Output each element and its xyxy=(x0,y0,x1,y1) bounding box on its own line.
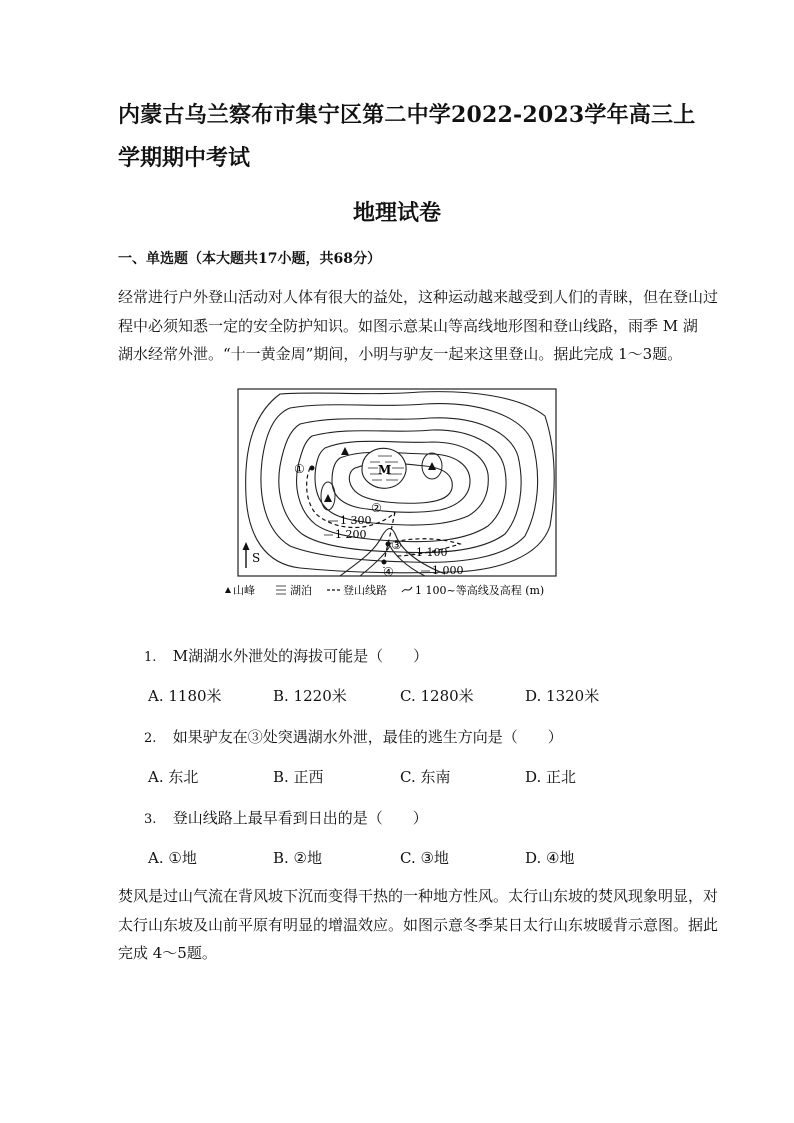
option-c[interactable]: C. 东南 xyxy=(400,768,451,786)
lake-label: M xyxy=(378,463,392,477)
point-label-1: ① xyxy=(294,462,305,476)
legend-lake: 湖泊 xyxy=(290,584,312,597)
north-arrow-label: S xyxy=(252,551,261,565)
legend-peak: 山峰 xyxy=(233,584,255,597)
option-c[interactable]: C. ③地 xyxy=(400,849,449,867)
option-d[interactable]: D. 1320米 xyxy=(525,687,600,705)
question-number: 1. xyxy=(144,650,157,665)
contour-label-1100: 1 100 xyxy=(416,546,448,559)
option-c[interactable]: C. 1280米 xyxy=(400,687,474,705)
legend-contour: 1 100~等高线及高程 (m) xyxy=(415,584,545,597)
passage-1 xyxy=(118,283,719,369)
exam-title-line-2: 学期期中考试 xyxy=(118,145,251,171)
exam-subtitle: 地理试卷 xyxy=(352,200,441,226)
question-text: 如果驴友在③处突遇湖水外泄，最佳的逃生方向是（ ） xyxy=(172,728,563,746)
option-a[interactable]: A. ①地 xyxy=(148,849,197,867)
option-a[interactable]: A. 1180米 xyxy=(148,687,222,705)
option-b[interactable]: B. 正西 xyxy=(273,768,324,786)
question-number: 2. xyxy=(144,731,157,746)
exam-title-line-1: 内蒙古乌兰察布市集宁区第二中学2022-2023学年高三上 xyxy=(118,102,696,128)
question-3 xyxy=(144,807,428,828)
option-d[interactable]: D. ④地 xyxy=(525,849,575,867)
peak-legend-icon xyxy=(225,587,231,593)
point-label-2: ② xyxy=(371,501,382,515)
passage-1-line: 湖水经常外泄。“十一黄金周”期间，小明与驴友一起来这里登山。据此完成 1～3题。 xyxy=(118,345,683,363)
legend-route: 登山线路 xyxy=(343,584,387,597)
question-number: 3. xyxy=(144,812,157,827)
map-legend xyxy=(225,583,544,597)
point-label-4: ④ xyxy=(383,565,394,579)
contour-label-1200: 1 200 xyxy=(335,528,367,541)
passage-1-line: 程中必须知悉一定的安全防护知识。如图示意某山等高线地形图和登山线路，雨季 M 湖 xyxy=(118,316,698,335)
peak-icon xyxy=(324,494,332,502)
question-1 xyxy=(144,645,428,666)
section-heading: 一、单选题（本大题共17小题，共68分） xyxy=(118,251,381,267)
option-d[interactable]: D. 正北 xyxy=(525,768,577,786)
contour-map xyxy=(220,386,580,611)
passage-1-line: 经常进行户外登山活动对人体有很大的益处，这种运动越来越受到人们的青睐，但在登山过 xyxy=(118,288,719,306)
option-b[interactable]: B. ②地 xyxy=(273,849,323,867)
passage-2-line: 焚风是过山气流在背风坡下沉而变得干热的一种地方性风。太行山东坡的焚风现象明显，对 xyxy=(118,887,719,905)
contour-map-figure xyxy=(220,386,580,611)
passage-2-line: 完成 4～5题。 xyxy=(118,944,217,962)
question-2 xyxy=(144,726,563,747)
question-text: M湖湖水外泄处的海拔可能是（ ） xyxy=(172,647,429,665)
contour-label-1000: 1 000 xyxy=(432,564,464,577)
option-a[interactable]: A. 东北 xyxy=(148,768,199,786)
passage-2 xyxy=(118,882,719,968)
contour-label-1300: 1 300 xyxy=(340,514,372,527)
point-label-3: ③ xyxy=(391,538,402,552)
contour-legend-icon xyxy=(402,587,412,592)
lake-legend-icon xyxy=(276,586,286,594)
peak-icon xyxy=(341,447,349,455)
option-b[interactable]: B. 1220米 xyxy=(273,687,347,705)
question-text: 登山线路上最早看到日出的是（ ） xyxy=(172,809,428,827)
passage-2-line: 太行山东坡及山前平原有明显的增温效应。如图示意冬季某日太行山东坡暖背示意图。据此 xyxy=(118,915,719,934)
